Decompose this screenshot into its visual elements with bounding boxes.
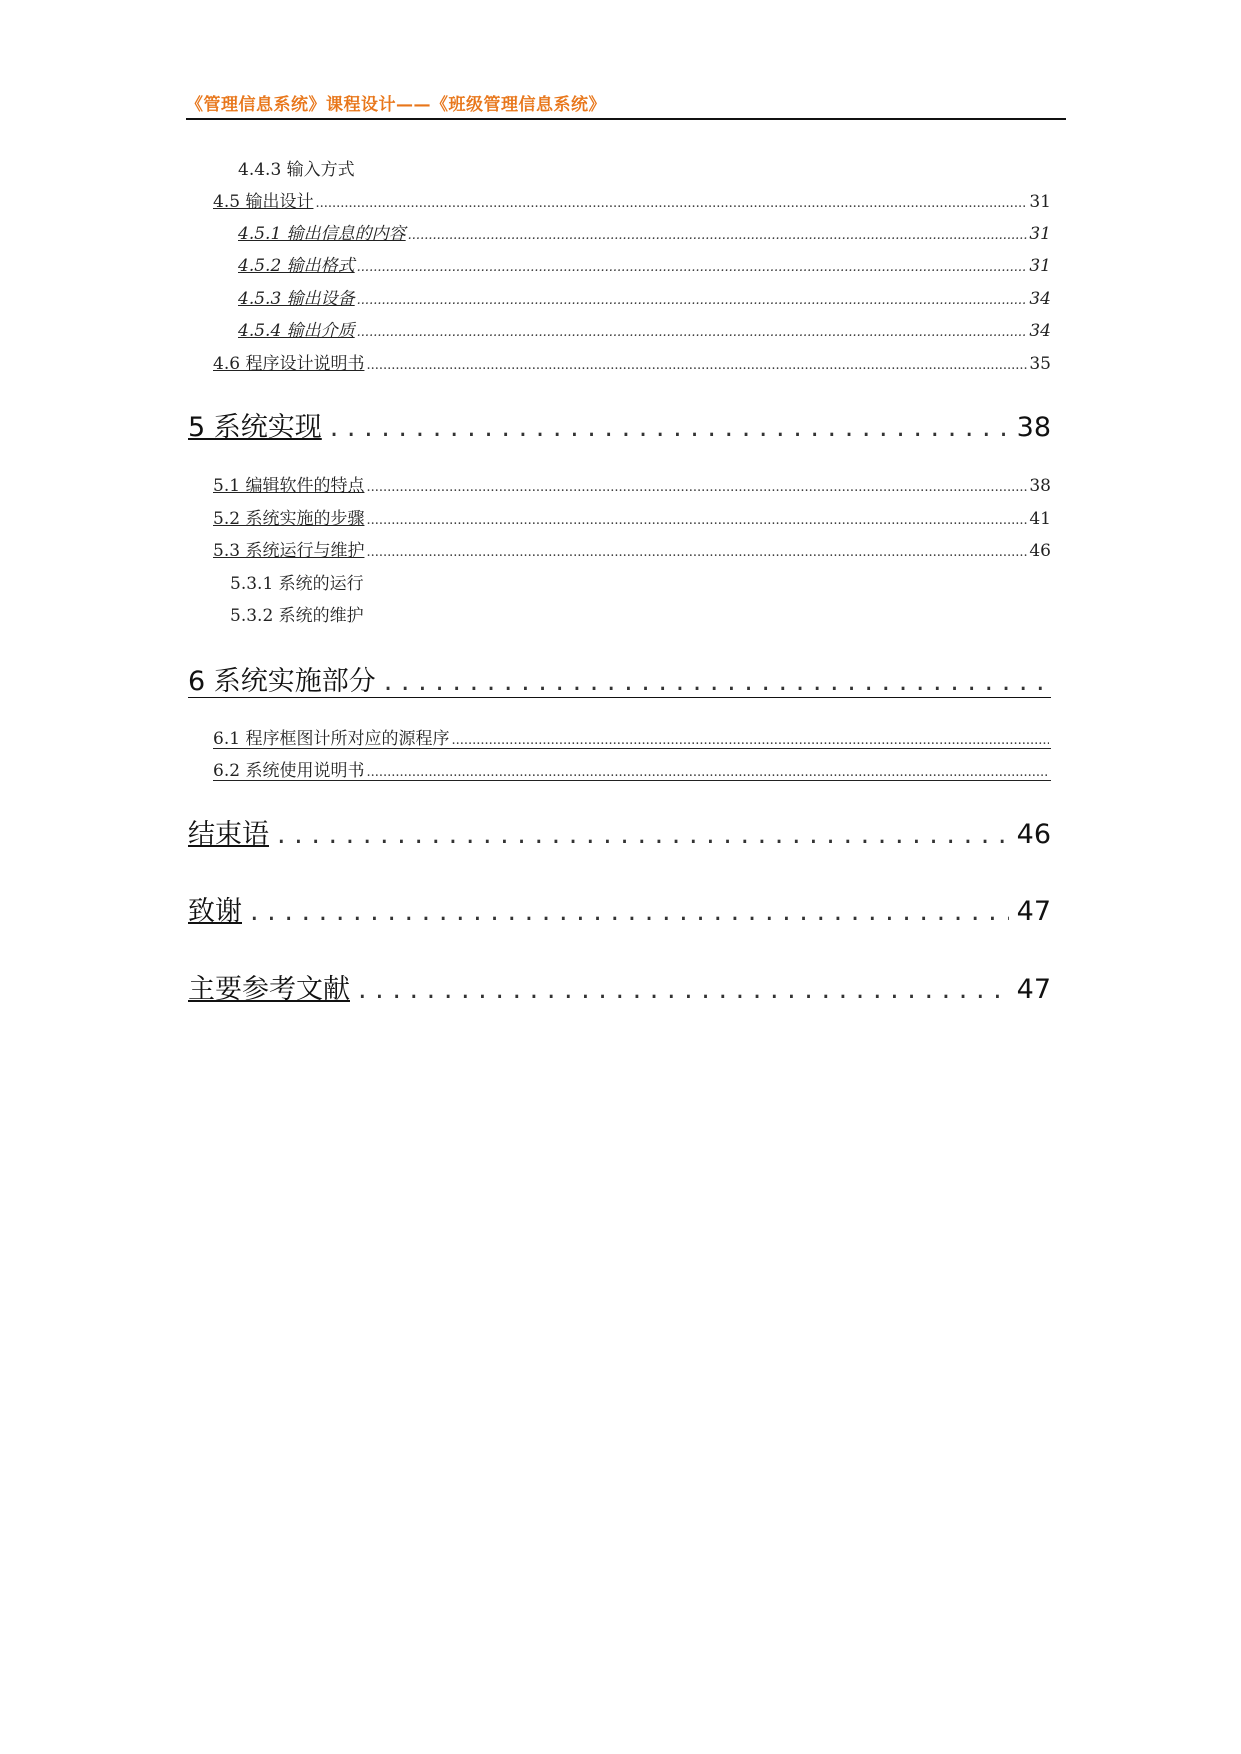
toc-chapter-label[interactable]: 6 系统实施部分 (188, 666, 376, 697)
toc-entry-label[interactable]: 4.6 程序设计说明书 (213, 354, 365, 374)
toc-entry-4-5-2[interactable] (238, 251, 1051, 275)
dot-leader (408, 228, 1028, 243)
toc-entry-4-6[interactable] (213, 349, 1051, 373)
toc-chapter-label[interactable]: 致谢 (188, 896, 242, 927)
toc-entry-5-2[interactable] (213, 504, 1051, 528)
toc-page-number: 47 (1016, 974, 1051, 1005)
toc-entry-label[interactable]: 6.1 程序框图计所对应的源程序 (213, 729, 450, 749)
toc-entry-label: 5.3.1 系统的运行 (230, 574, 364, 594)
toc-page-number: 34 (1029, 321, 1051, 341)
toc-chapter-label[interactable]: 5 系统实现 (188, 412, 322, 443)
dot-leader (366, 545, 1027, 560)
dot-leader (358, 974, 1009, 1005)
toc-page-number: 46 (1029, 541, 1051, 561)
dot-leader (330, 412, 1009, 443)
toc-entry-label[interactable]: 5.1 编辑软件的特点 (213, 476, 365, 496)
dot-leader (357, 260, 1028, 275)
toc-references[interactable] (188, 967, 1051, 1005)
toc-entry-6-1[interactable] (213, 724, 1051, 749)
toc-entry-4-5-1[interactable] (238, 219, 1051, 243)
dot-leader (451, 733, 1049, 748)
toc-page-number: 47 (1016, 896, 1051, 927)
header-title: 《管理信息系统》课程设计——《班级管理信息系统》 (186, 95, 606, 115)
toc-thanks[interactable] (188, 889, 1051, 927)
toc-entry-5-1[interactable] (213, 471, 1051, 495)
toc-entry-label[interactable]: 4.5.1 输出信息的内容 (238, 224, 406, 244)
toc-chapter-6[interactable] (188, 659, 1051, 698)
toc-entry-label: 4.4.3 输入方式 (238, 160, 355, 180)
toc-conclusion[interactable] (188, 812, 1051, 850)
toc-chapter-label[interactable]: 结束语 (188, 819, 269, 850)
toc-page-number: 34 (1029, 289, 1051, 309)
toc-entry-label[interactable]: 4.5 输出设计 (213, 192, 314, 212)
toc-entry-4-5-4[interactable] (238, 316, 1051, 340)
toc-chapter-label[interactable]: 主要参考文献 (188, 974, 350, 1005)
toc-entry-label[interactable]: 6.2 系统使用说明书 (213, 761, 365, 781)
dot-leader (357, 325, 1028, 340)
toc-page-number: 41 (1029, 509, 1051, 529)
dot-leader (315, 196, 1027, 211)
dot-leader (250, 896, 1009, 927)
toc-chapter-5[interactable] (188, 405, 1051, 443)
dot-leader (366, 480, 1027, 495)
toc-entry-label[interactable]: 4.5.2 输出格式 (238, 256, 355, 276)
toc-entry-label[interactable]: 5.2 系统实施的步骤 (213, 509, 365, 529)
toc-page-number: 35 (1029, 354, 1051, 374)
toc-entry-5-3-2 (230, 601, 364, 625)
toc-entry-4-5-3[interactable] (238, 284, 1051, 308)
dot-leader (277, 819, 1009, 850)
toc-entry-5-3[interactable] (213, 536, 1051, 560)
toc-entry-4-4-3 (238, 155, 355, 179)
toc-entry-4-5[interactable] (213, 187, 1051, 211)
dot-leader (366, 765, 1049, 780)
toc-page-number: 46 (1016, 819, 1051, 850)
toc-entry-label: 5.3.2 系统的维护 (230, 606, 364, 626)
toc-page-number: 31 (1029, 224, 1051, 244)
toc-entry-label[interactable]: 5.3 系统运行与维护 (213, 541, 365, 561)
toc-page-number: 38 (1016, 412, 1051, 443)
dot-leader (384, 666, 1043, 697)
toc-entry-6-2[interactable] (213, 756, 1051, 781)
toc-entry-label[interactable]: 4.5.3 输出设备 (238, 289, 355, 309)
dot-leader (366, 358, 1027, 373)
toc-entry-5-3-1 (230, 569, 364, 593)
dot-leader (366, 513, 1027, 528)
toc-entry-label[interactable]: 4.5.4 输出介质 (238, 321, 355, 341)
toc-page-number: 31 (1029, 192, 1051, 212)
toc-page-number: 31 (1029, 256, 1051, 276)
dot-leader (357, 293, 1028, 308)
toc-page-number: 38 (1029, 476, 1051, 496)
